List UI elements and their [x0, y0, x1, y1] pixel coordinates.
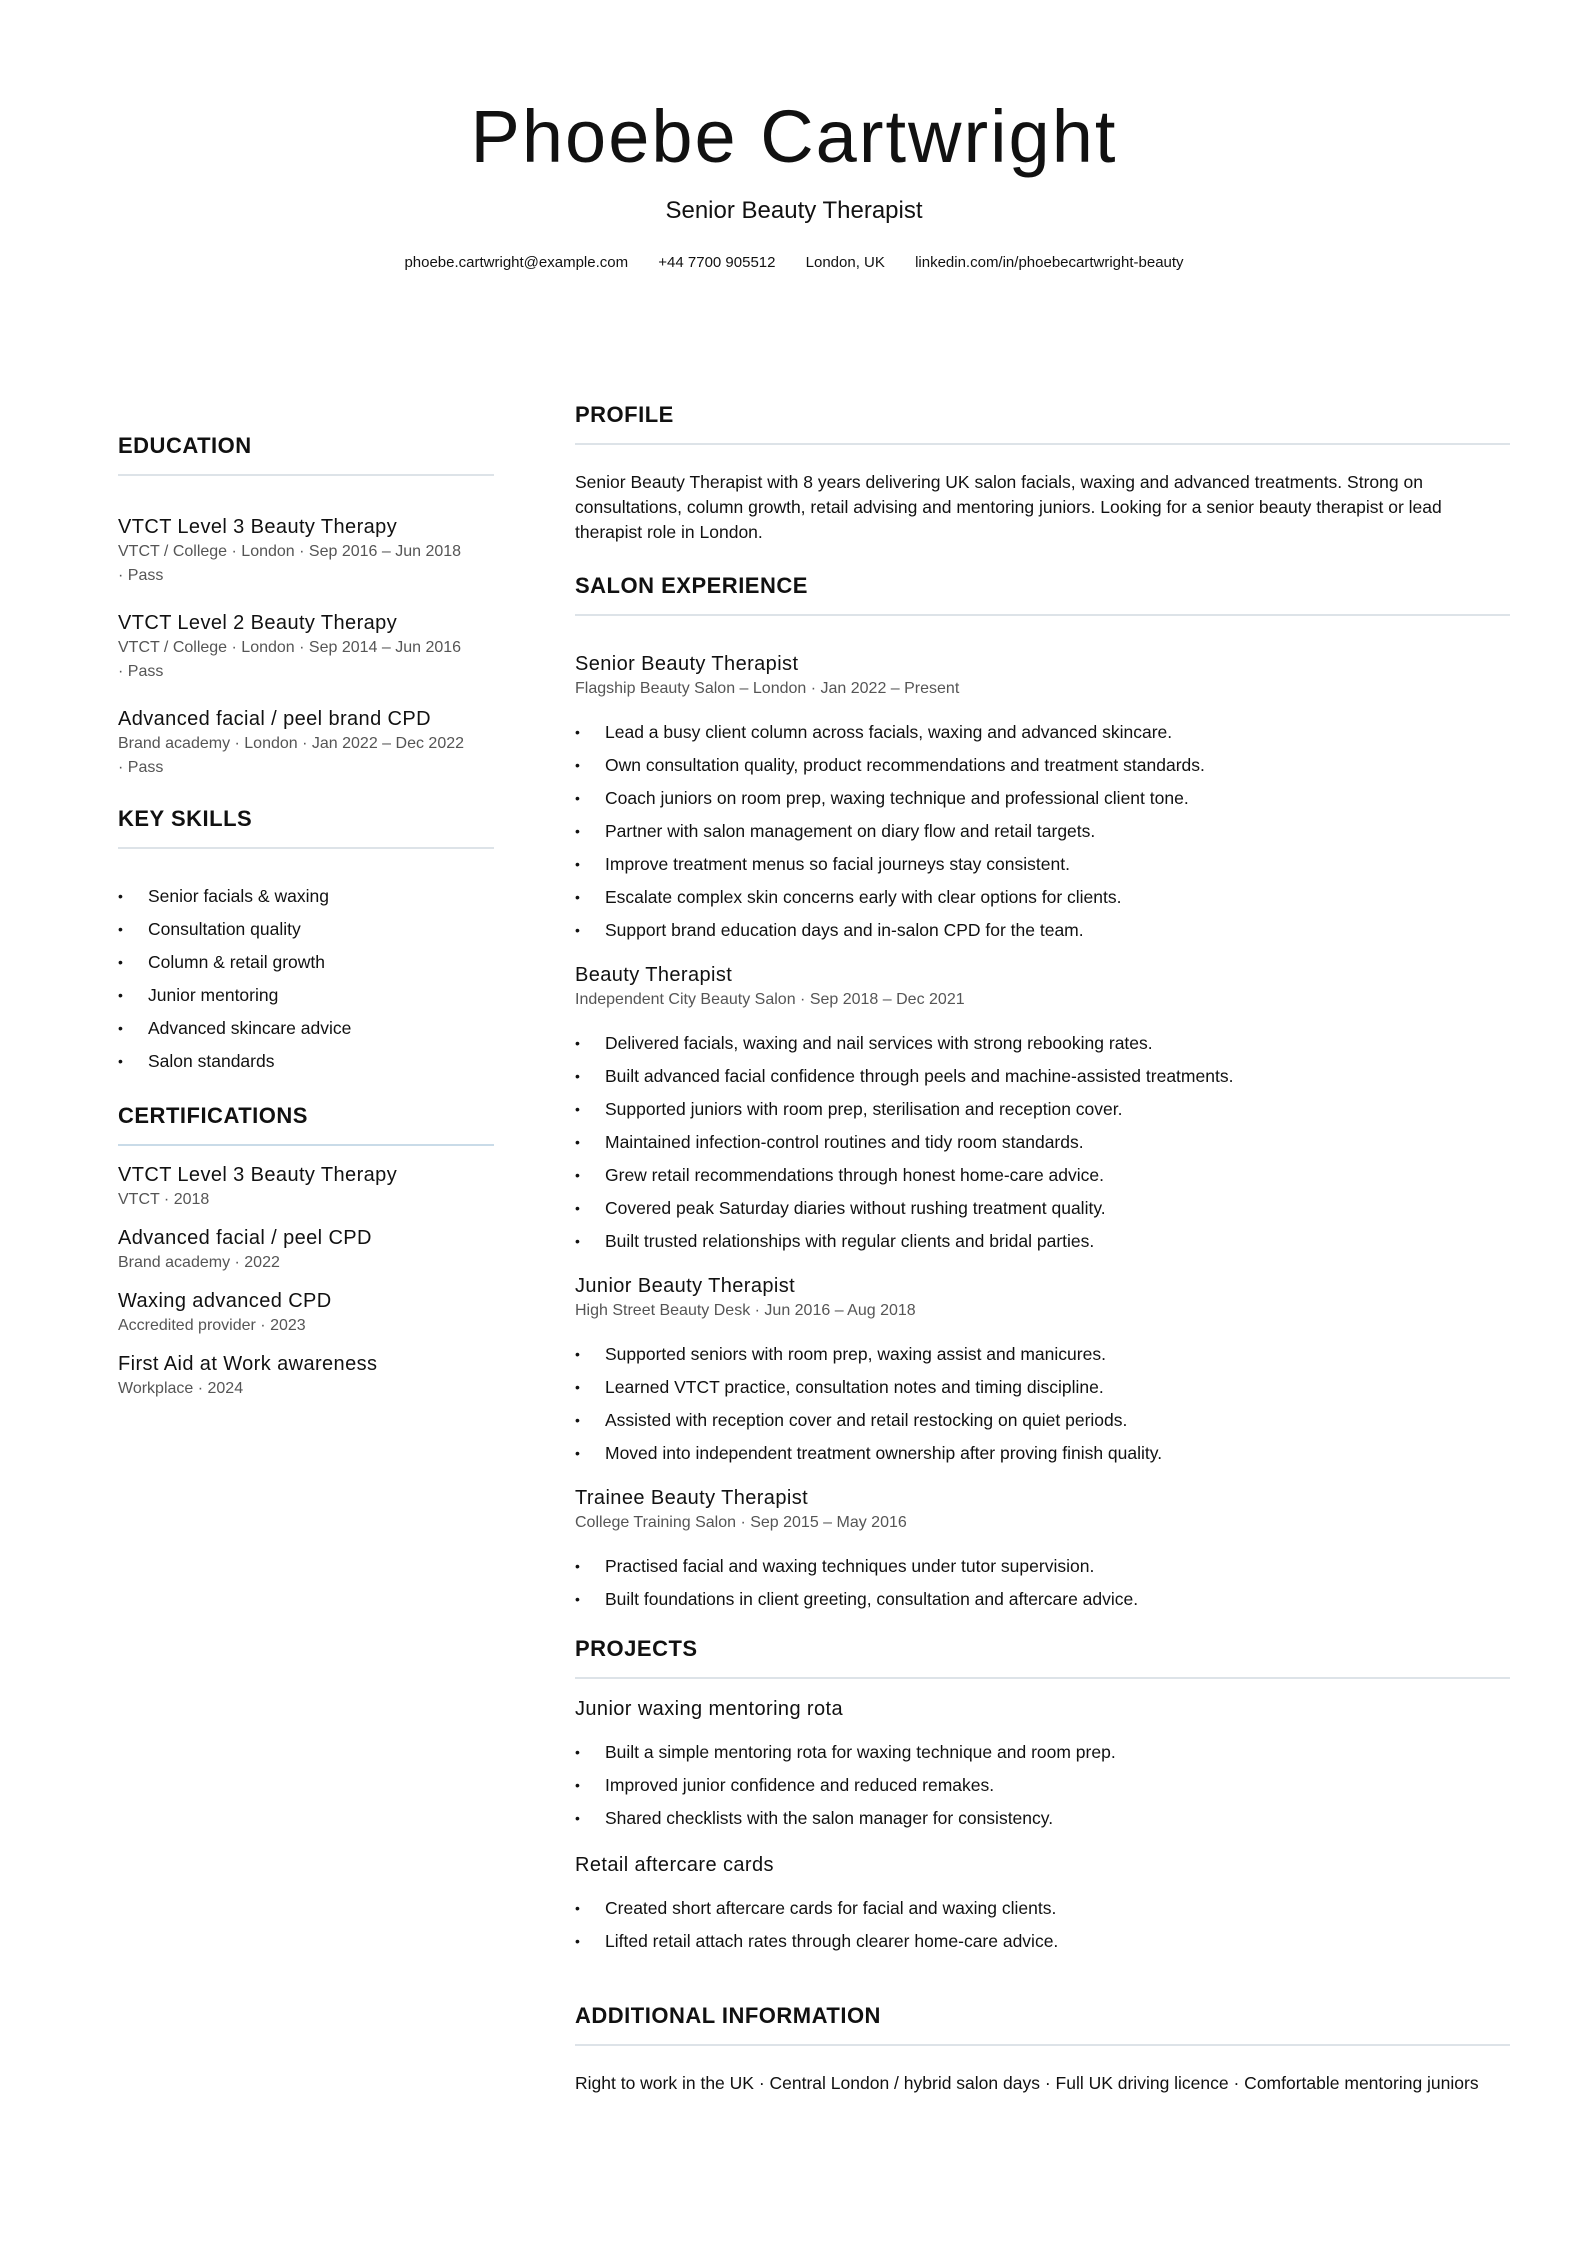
job-bullet: • Assisted with reception cover and retail restocking on quiet periods.	[575, 1404, 1510, 1437]
skill-item: • Column & retail growth	[118, 946, 494, 979]
job-bullet: • Supported seniors with room prep, waxing assist and manicures.	[575, 1338, 1510, 1371]
skill-item: • Salon standards	[118, 1045, 494, 1078]
job-bullet: • Built advanced facial confidence through peels and machine-assisted treatments.	[575, 1060, 1510, 1093]
job-bullets	[575, 716, 1510, 947]
additional-section	[575, 2002, 1510, 2046]
candidate-title: Senior Beauty Therapist	[665, 197, 923, 224]
skill-item: • Advanced skincare advice	[118, 1012, 494, 1045]
profile-summary: Senior Beauty Therapist with 8 years delivering UK salon facials, waxing and advanced treatments. Strong on consultations, column growth, retail advising and mentoring juniors. Looking for a senior beauty therapist or lead therapist role in London.	[575, 472, 1442, 542]
job-bullet: • Support brand education days and in-salon CPD for the team.	[575, 914, 1510, 947]
certification-meta: VTCT · 2018	[118, 1191, 210, 1208]
job-meta: High Street Beauty Desk · Jun 2016 – Aug 2018	[575, 1302, 916, 1319]
job-bullet: • Escalate complex skin concerns early with clear options for clients.	[575, 881, 1510, 914]
profile-heading: PROFILE	[575, 401, 1510, 445]
certifications-heading: CERTIFICATIONS	[118, 1102, 494, 1146]
job-bullet: • Delivered facials, waxing and nail services with strong rebooking rates.	[575, 1027, 1510, 1060]
contact-line	[0, 253, 1588, 273]
project-bullets	[575, 1736, 1510, 1835]
certification-item	[118, 1225, 494, 1275]
skill-item: • Consultation quality	[118, 913, 494, 946]
certification-meta: Workplace · 2024	[118, 1380, 244, 1397]
project-bullets	[575, 1892, 1510, 1958]
job-bullets	[575, 1027, 1510, 1258]
profile-section	[575, 401, 1510, 445]
job-bullets	[575, 1338, 1510, 1470]
contact-phone: +44 7700 905512	[658, 254, 776, 271]
skill-item: • Senior facials & waxing	[118, 880, 494, 913]
job-bullet: • Built foundations in client greeting, consultation and aftercare advice.	[575, 1583, 1510, 1616]
certification-title: First Aid at Work awareness	[118, 1353, 378, 1375]
education-title: Advanced facial / peel brand CPD	[118, 708, 431, 730]
education-meta: VTCT / College · London · Sep 2016 – Jun 2018	[118, 543, 462, 560]
job-bullet: • Partner with salon management on diary flow and retail targets.	[575, 815, 1510, 848]
education-section	[118, 432, 494, 476]
education-result: · Pass	[118, 663, 164, 680]
certification-item	[118, 1351, 494, 1401]
candidate-name: Phoebe Cartwright	[470, 95, 1118, 178]
job-bullet: • Maintained infection-control routines and tidy room standards.	[575, 1126, 1510, 1159]
certification-title: Advanced facial / peel CPD	[118, 1227, 372, 1249]
job-title: Beauty Therapist	[575, 964, 733, 986]
job-entry	[575, 651, 1510, 701]
skills-heading: KEY SKILLS	[118, 805, 494, 849]
job-bullets	[575, 1550, 1510, 1616]
project-bullet: • Created short aftercare cards for facial and waxing clients.	[575, 1892, 1510, 1925]
job-title: Trainee Beauty Therapist	[575, 1487, 809, 1509]
job-meta: Flagship Beauty Salon – London · Jan 2022 – Present	[575, 680, 960, 697]
job-bullet: • Built trusted relationships with regular clients and bridal parties.	[575, 1225, 1510, 1258]
job-bullet: • Grew retail recommendations through honest home-care advice.	[575, 1159, 1510, 1192]
project-bullet: • Shared checklists with the salon manager for consistency.	[575, 1802, 1510, 1835]
education-meta: Brand academy · London · Jan 2022 – Dec 2022	[118, 735, 465, 752]
skill-item: • Junior mentoring	[118, 979, 494, 1012]
education-item	[118, 514, 494, 588]
education-result: · Pass	[118, 759, 164, 776]
job-bullet: • Moved into independent treatment ownership after proving finish quality.	[575, 1437, 1510, 1470]
job-bullet: • Improve treatment menus so facial journeys stay consistent.	[575, 848, 1510, 881]
contact-linkedin[interactable]: linkedin.com/in/phoebecartwright-beauty	[915, 254, 1184, 271]
certification-item	[118, 1288, 494, 1338]
job-bullet: • Learned VTCT practice, consultation notes and timing discipline.	[575, 1371, 1510, 1404]
certifications-section	[118, 1102, 494, 1146]
education-item	[118, 706, 494, 780]
contact-location: London, UK	[805, 254, 885, 271]
contact-email[interactable]: phoebe.cartwright@example.com	[404, 254, 629, 271]
job-bullet: • Practised facial and waxing techniques under tutor supervision.	[575, 1550, 1510, 1583]
education-item	[118, 610, 494, 684]
job-entry	[575, 962, 1510, 1012]
education-meta: VTCT / College · London · Sep 2014 – Jun 2016	[118, 639, 462, 656]
education-heading: EDUCATION	[118, 432, 494, 476]
job-bullet: • Supported juniors with room prep, sterilisation and reception cover.	[575, 1093, 1510, 1126]
project-title: Junior waxing mentoring rota	[575, 1698, 843, 1720]
experience-section	[575, 572, 1510, 616]
job-entry	[575, 1273, 1510, 1323]
project-bullet: • Lifted retail attach rates through clearer home-care advice.	[575, 1925, 1510, 1958]
job-entry	[575, 1485, 1510, 1535]
project-title: Retail aftercare cards	[575, 1854, 774, 1876]
job-title: Junior Beauty Therapist	[575, 1275, 796, 1297]
additional-text: Right to work in the UK · Central London / hybrid salon days · Full UK driving licence · Comfortable mentoring juniors	[575, 2073, 1479, 2093]
certification-meta: Brand academy · 2022	[118, 1254, 280, 1271]
job-bullet: • Lead a busy client column across facials, waxing and advanced skincare.	[575, 716, 1510, 749]
job-bullet: • Covered peak Saturday diaries without rushing treatment quality.	[575, 1192, 1510, 1225]
projects-heading: PROJECTS	[575, 1635, 1510, 1679]
skills-section	[118, 805, 494, 849]
job-meta: Independent City Beauty Salon · Sep 2018 – Dec 2021	[575, 991, 965, 1008]
project-bullet: • Built a simple mentoring rota for waxing technique and room prep.	[575, 1736, 1510, 1769]
education-title: VTCT Level 2 Beauty Therapy	[118, 612, 398, 634]
additional-heading: ADDITIONAL INFORMATION	[575, 2002, 1510, 2046]
projects-section	[575, 1635, 1510, 1679]
job-bullet: • Coach juniors on room prep, waxing technique and professional client tone.	[575, 782, 1510, 815]
education-result: · Pass	[118, 567, 164, 584]
experience-heading: SALON EXPERIENCE	[575, 572, 1510, 616]
certification-item	[118, 1162, 494, 1212]
education-title: VTCT Level 3 Beauty Therapy	[118, 516, 398, 538]
certification-meta: Accredited provider · 2023	[118, 1317, 306, 1334]
certification-title: Waxing advanced CPD	[118, 1290, 332, 1312]
project-bullet: • Improved junior confidence and reduced remakes.	[575, 1769, 1510, 1802]
job-title: Senior Beauty Therapist	[575, 653, 799, 675]
skills-list	[118, 880, 494, 1078]
job-bullet: • Own consultation quality, product recommendations and treatment standards.	[575, 749, 1510, 782]
certification-title: VTCT Level 3 Beauty Therapy	[118, 1164, 398, 1186]
job-meta: College Training Salon · Sep 2015 – May 2016	[575, 1514, 907, 1531]
